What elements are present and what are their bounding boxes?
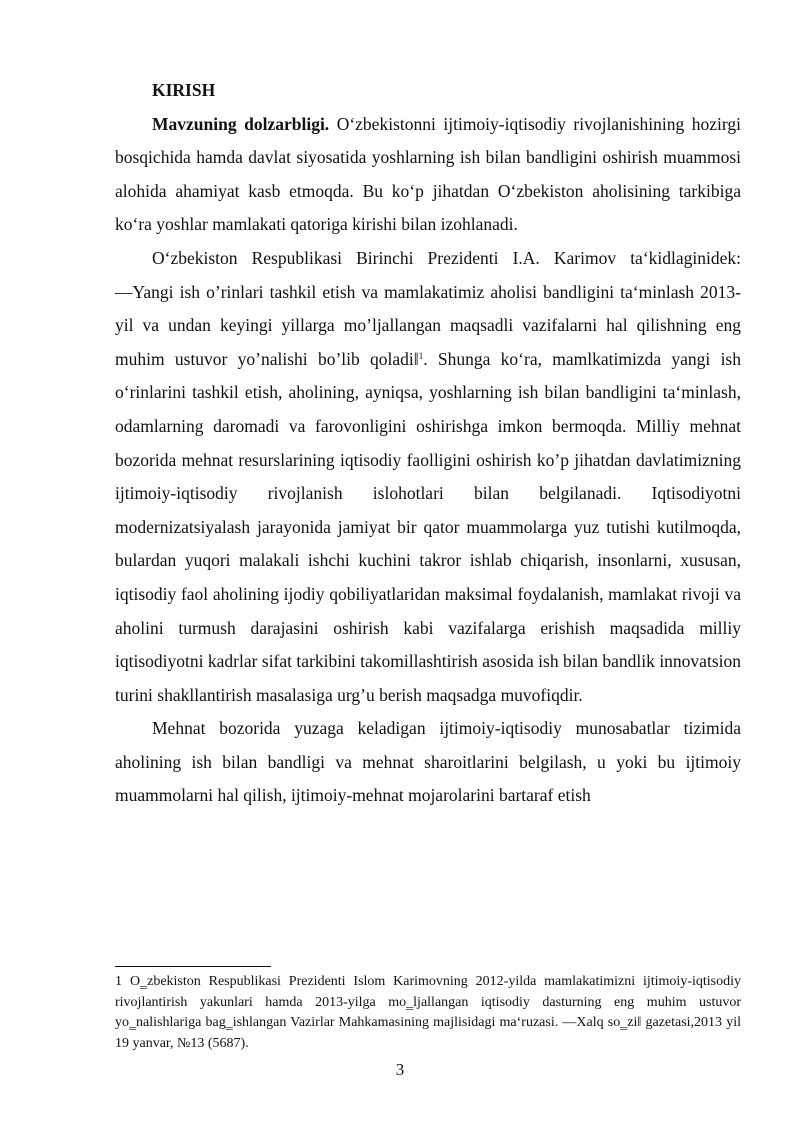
paragraph-1-text: O‘zbekistonni ijtimoiy-iqtisodiy rivojlanishining hozirgi bosqichida hamda davlat siyosatida yoshlarning ish bilan bandligini oshirish muammosi alohida ahamiyat kasb etmoqda. Bu ko‘p jihatdan O‘zbekiston aholisining tarkibiga ko‘ra yoshlar mamlakati qatoriga kirishi bilan izohlanadi. xyxy=(115,113,741,235)
paragraph-2 xyxy=(115,242,741,712)
page-number: 3 xyxy=(395,1060,405,1079)
paragraph-2-text-continued: . Shunga ko‘ra, mamlkatimizda yangi ish o‘rinlarini tashkil etish, aholining, ayniqsa, yoshlarning ish bilan bandligini ta‘minlash, odamlarning daromadi va farovonligini oshirishga imkon bermoqda. Milliy mehnat bozorida mehnat resurslarining iqtisodiy faolligini oshirish ko’p jihatdan davlatimizning ijtimoiy-iqtisodiy rivojlanish islohotlari bilan belgilanadi. Iqtisodiyotni modernizatsiyalash jarayonida jamiyat bir qator muammolarga yuz tutishi kutilmoqda, bulardan yuqori malakali ishchi kuchini takror ishlab chiqarish, insonlarni, xususan, iqtisodiy faol aholining ijodiy qobiliyatlaridan maksimal foydalanish, mamlakat rivoji va aholini turmush darajasini oshirish kabi vazifalarga erishish maqsadida milliy iqtisodiyotni kadrlar sifat tarkibini takomillashtirish asosida ish bilan bandlik innovatsion turini shakllantirish masalasiga urg’u berish maqsadga muvofiqdir. xyxy=(115,348,741,705)
footnote xyxy=(115,972,741,1054)
paragraph-lead: Mavzuning dolzarbligi. xyxy=(152,113,330,134)
footnote-number: 1 xyxy=(115,974,122,989)
body-text xyxy=(115,74,741,813)
paragraph-3-text: Mehnat bozorida yuzaga keladigan ijtimoiy-iqtisodiy munosabatlar tizimida aholining ish bilan bandligi va mehnat sharoitlarini belgilash, u yoki bu ijtimoiy muammolarni hal qilish, ijtimoiy-mehnat mojarolarini bartaraf etish xyxy=(115,718,741,806)
footnote-reference[interactable]: 1 xyxy=(418,350,424,361)
paragraph-3 xyxy=(115,712,741,813)
paragraph-1 xyxy=(115,108,741,242)
footnote-text: O‗zbekiston Respublikasi Prezidenti Islom Karimovning 2012-yilda mamlakatimizni ijtimoiy-iqtisodiy rivojlantirish yakunlari hamda 2013-yilga mo‗ljallangan iqtisodiy dasturning eng muhim ustuvor yo‗nalishlariga bag‗ishlangan Vazirlar Mahkamasining majlisidagi ma‘ruzasi. ―Xalq so‗zi‖ gazetasi,2013 yil 19 yanvar, №13 (5687). xyxy=(115,974,741,1051)
footnote-separator xyxy=(115,966,271,967)
paragraph-2-text: O‘zbekiston Respublikasi Birinchi Prezidenti I.A. Karimov ta‘kidlaginidek: ―Yangi ish o’rinlari tashkil etish va mamlakatimiz aholisi bandligini ta‘minlash 2013-yil va undan keyingi yillarga mo’ljallangan maqsadli vazifalarni hal qilishning eng muhim ustuvor yo’nalishi bo’lib qoladi‖ xyxy=(115,247,741,369)
section-heading: KIRISH xyxy=(152,80,216,100)
